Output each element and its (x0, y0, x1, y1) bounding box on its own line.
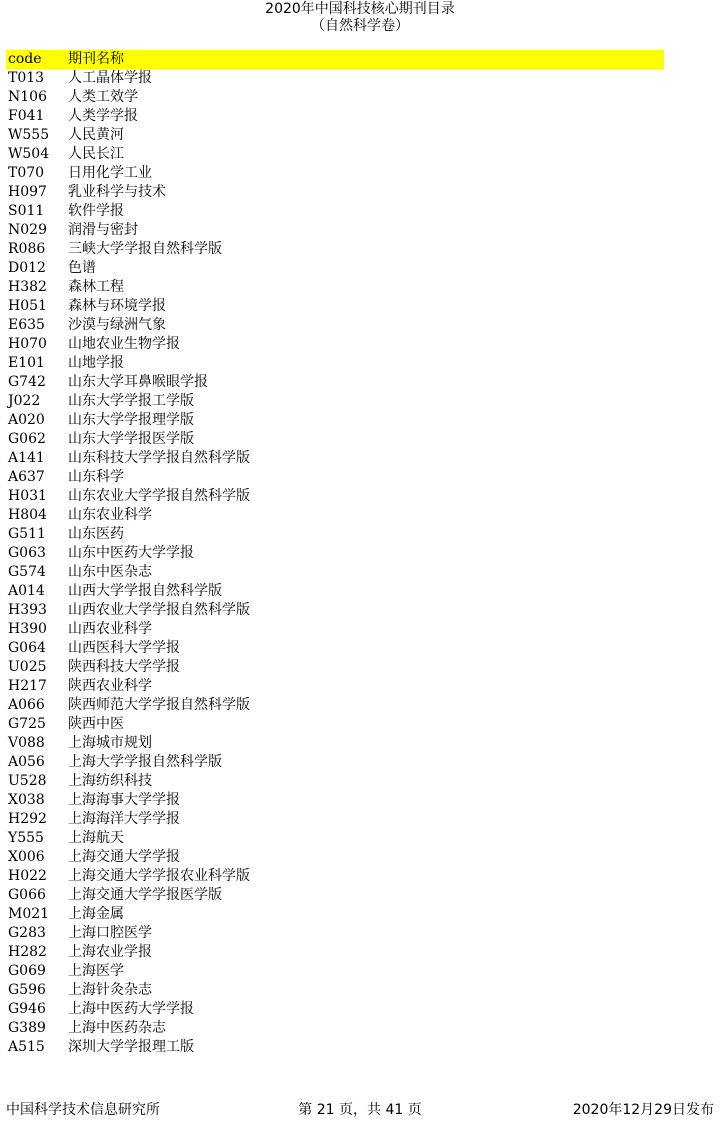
journal-name: 山东大学学报理学版 (68, 412, 194, 428)
journal-code: R086 (8, 241, 46, 257)
journal-code: G946 (8, 1001, 46, 1017)
journal-code: A056 (8, 754, 45, 770)
journal-code: A141 (8, 450, 45, 466)
table-row (6, 791, 664, 810)
journal-name: 上海医学 (68, 963, 124, 979)
journal-code: N106 (8, 89, 47, 105)
footer-page-number: 第 21 页，共 41 页 (298, 1102, 422, 1118)
journal-code: A020 (8, 412, 45, 428)
journal-name: 上海交通大学学报 (68, 849, 180, 865)
table-row (6, 639, 664, 658)
journal-name: 陕西农业科学 (68, 678, 152, 694)
journal-name: 深圳大学学报理工版 (68, 1039, 194, 1055)
journal-name: 山地学报 (68, 355, 124, 371)
journal-code: G511 (8, 526, 46, 542)
table-row (6, 829, 664, 848)
table-row (6, 905, 664, 924)
table-row (6, 848, 664, 867)
table-row (6, 373, 664, 392)
journal-code: E635 (8, 317, 45, 333)
journal-code: A066 (8, 697, 45, 713)
table-row (6, 487, 664, 506)
table-row (6, 620, 664, 639)
table-row (6, 506, 664, 525)
table-row (6, 88, 664, 107)
table-row (6, 525, 664, 544)
journal-code: G742 (8, 374, 46, 390)
journal-name: 山东农业科学 (68, 507, 152, 523)
journal-name: 陕西中医 (68, 716, 124, 732)
journal-code: M021 (8, 906, 50, 922)
journal-name: 山东中医药大学学报 (68, 545, 194, 561)
document-subtitle: （自然科学卷） (311, 18, 409, 34)
journal-code: H217 (8, 678, 47, 694)
journal-code: G064 (8, 640, 46, 656)
journal-name: 山西大学学报自然科学版 (68, 583, 222, 599)
journal-name: 人类学学报 (68, 108, 138, 124)
journal-code: W504 (8, 146, 50, 162)
journal-code: G283 (8, 925, 46, 941)
journal-code: H097 (8, 184, 47, 200)
journal-code: S011 (8, 203, 45, 219)
journal-code: X038 (8, 792, 45, 808)
journal-name: 山地农业生物学报 (68, 336, 180, 352)
table-row (6, 772, 664, 791)
journal-code: G574 (8, 564, 46, 580)
journal-name: 人工晶体学报 (68, 70, 152, 86)
journal-code: A515 (8, 1039, 45, 1055)
journal-name: 软件学报 (68, 203, 124, 219)
journal-name: 上海交通大学学报农业科学版 (68, 868, 250, 884)
journal-name: 日用化学工业 (68, 165, 152, 181)
journal-name: 山西医科大学学报 (68, 640, 180, 656)
journal-code: X006 (8, 849, 45, 865)
table-row (6, 164, 664, 183)
table-row (6, 924, 664, 943)
table-row (6, 981, 664, 1000)
journal-name: 山东大学学报医学版 (68, 431, 194, 447)
journal-code: H282 (8, 944, 47, 960)
journal-code: Y555 (8, 830, 44, 846)
journal-name: 山西农业科学 (68, 621, 152, 637)
journal-name: 山东大学耳鼻喉眼学报 (68, 374, 208, 390)
journal-name: 上海交通大学学报医学版 (68, 887, 222, 903)
table-row (6, 696, 664, 715)
table-row (6, 544, 664, 563)
journal-code: G069 (8, 963, 46, 979)
table-row (6, 202, 664, 221)
journal-code: H393 (8, 602, 47, 618)
table-row (6, 601, 664, 620)
table-row (6, 810, 664, 829)
table-row (6, 677, 664, 696)
journal-code: H051 (8, 298, 47, 314)
table-row (6, 240, 664, 259)
table-row (6, 715, 664, 734)
table-row (6, 335, 664, 354)
journal-code: G596 (8, 982, 46, 998)
table-row (6, 563, 664, 582)
table-row (6, 278, 664, 297)
journal-name: 三峡大学学报自然科学版 (68, 241, 222, 257)
journal-code: G066 (8, 887, 46, 903)
table-row (6, 411, 664, 430)
table-row (6, 658, 664, 677)
journal-name: 山东科技大学学报自然科学版 (68, 450, 250, 466)
table-row (6, 582, 664, 601)
table-row (6, 221, 664, 240)
journal-name: 上海中医药大学学报 (68, 1001, 194, 1017)
table-row (6, 734, 664, 753)
journal-name: 沙漠与绿洲气象 (68, 317, 166, 333)
table-row (6, 1019, 664, 1038)
journal-name: 润滑与密封 (68, 222, 138, 238)
journal-code: D012 (8, 260, 46, 276)
table-body (6, 69, 664, 1057)
table-row (6, 943, 664, 962)
table-row (6, 183, 664, 202)
journal-name: 人类工效学 (68, 89, 138, 105)
journal-name: 乳业科学与技术 (68, 184, 166, 200)
journal-code: N029 (8, 222, 47, 238)
journal-code: U025 (8, 659, 47, 675)
journal-code: H070 (8, 336, 47, 352)
header-name: 期刊名称 (68, 51, 124, 67)
journal-name: 色谱 (68, 260, 96, 276)
table-row (6, 468, 664, 487)
journal-name: 陕西师范大学学报自然科学版 (68, 697, 250, 713)
table-row (6, 449, 664, 468)
table-row (6, 1000, 664, 1019)
journal-name: 上海城市规划 (68, 735, 152, 751)
journal-name: 上海口腔医学 (68, 925, 152, 941)
table-row (6, 392, 664, 411)
journal-code: V088 (8, 735, 45, 751)
journal-table (6, 50, 664, 1057)
table-row (6, 107, 664, 126)
journal-code: H382 (8, 279, 47, 295)
journal-code: J022 (8, 393, 41, 409)
journal-code: T013 (8, 70, 45, 86)
table-row (6, 886, 664, 905)
table-row (6, 145, 664, 164)
journal-code: G389 (8, 1020, 46, 1036)
journal-code: W555 (8, 127, 50, 143)
footer-publisher: 中国科学技术信息研究所 (6, 1102, 160, 1118)
table-row (6, 297, 664, 316)
table-row (6, 1038, 664, 1057)
journal-name: 山东大学学报工学版 (68, 393, 194, 409)
journal-name: 陕西科技大学学报 (68, 659, 180, 675)
journal-name: 上海金属 (68, 906, 124, 922)
journal-code: H804 (8, 507, 47, 523)
journal-name: 上海针灸杂志 (68, 982, 152, 998)
journal-code: A637 (8, 469, 45, 485)
journal-name: 上海航天 (68, 830, 124, 846)
journal-code: G063 (8, 545, 46, 561)
header-code: code (8, 51, 42, 67)
journal-code: G725 (8, 716, 46, 732)
journal-name: 人民长江 (68, 146, 124, 162)
journal-name: 山东科学 (68, 469, 124, 485)
journal-name: 上海农业学报 (68, 944, 152, 960)
journal-name: 山东医药 (68, 526, 124, 542)
journal-code: H031 (8, 488, 47, 504)
journal-name: 山西农业大学学报自然科学版 (68, 602, 250, 618)
table-row (6, 867, 664, 886)
journal-code: A014 (8, 583, 45, 599)
document-title: 2020年中国科技核心期刊目录 (265, 1, 455, 17)
journal-code: U528 (8, 773, 47, 789)
journal-code: T070 (8, 165, 45, 181)
table-row (6, 316, 664, 335)
journal-name: 上海海事大学学报 (68, 792, 180, 808)
journal-code: E101 (8, 355, 45, 371)
journal-code: F041 (8, 108, 45, 124)
journal-name: 上海纺织科技 (68, 773, 152, 789)
journal-code: H390 (8, 621, 47, 637)
journal-name: 森林与环境学报 (68, 298, 166, 314)
journal-code: H022 (8, 868, 47, 884)
table-row (6, 753, 664, 772)
journal-name: 上海中医药杂志 (68, 1020, 166, 1036)
journal-code: H292 (8, 811, 47, 827)
journal-code: G062 (8, 431, 46, 447)
journal-name: 上海大学学报自然科学版 (68, 754, 222, 770)
journal-name: 森林工程 (68, 279, 124, 295)
table-row (6, 259, 664, 278)
journal-name: 上海海洋大学学报 (68, 811, 180, 827)
journal-name: 山东农业大学学报自然科学版 (68, 488, 250, 504)
table-row (6, 354, 664, 373)
journal-name: 人民黄河 (68, 127, 124, 143)
table-row (6, 962, 664, 981)
table-row (6, 430, 664, 449)
footer-release-date: 2020年12月29日发布 (572, 1102, 714, 1118)
journal-name: 山东中医杂志 (68, 564, 152, 580)
table-row (6, 69, 664, 88)
table-row (6, 126, 664, 145)
table-header-row (6, 50, 664, 69)
